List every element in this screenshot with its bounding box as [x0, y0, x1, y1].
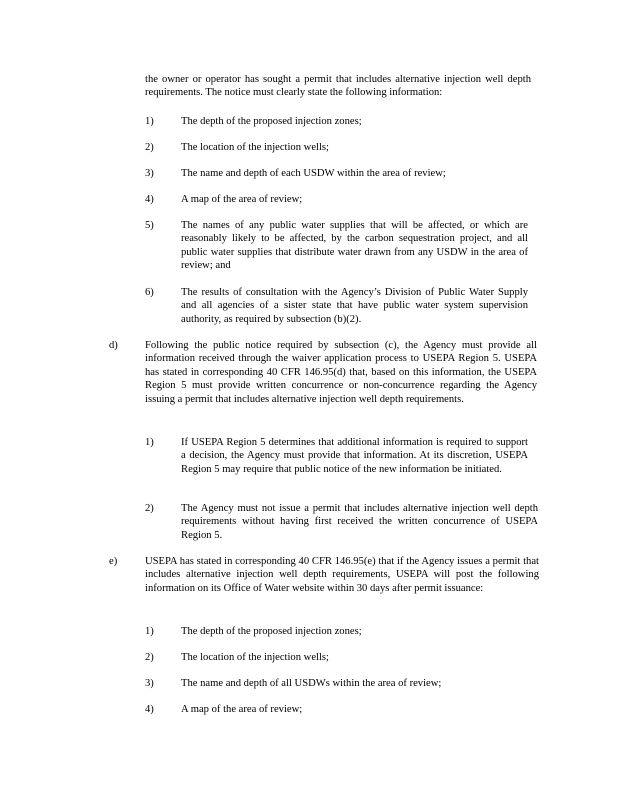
subsection-e-marker: e) [109, 556, 118, 567]
list-item-number: 5) [145, 220, 154, 231]
intro-paragraph: the owner or operator has sought a permit that includes alternative injection well depth requirements. The notice must clearly state the following information: [145, 74, 531, 99]
list-item-text: If USEPA Region 5 determines that additional information is required to support a decision, the Agency must provide that information. At its discretion, USEPA Region 5 may require that public notice of the new information be initiated. [181, 437, 528, 475]
list-item-text: The names of any public water supplies that will be affected, or which are reasonably likely to be affected, by the carbon sequestration project, and all public water supplies that distribute water drawn from any USDW in the area of review; and [181, 220, 528, 272]
list-item-number: 4) [145, 194, 154, 205]
list-item-number: 1) [145, 626, 154, 637]
list-item-text: The depth of the proposed injection zones; [181, 626, 362, 637]
list-item-text: The name and depth of all USDWs within the area of review; [181, 678, 442, 689]
list-item-text: The location of the injection wells; [181, 142, 329, 153]
list-item-text: The results of consultation with the Agency’s Division of Public Water Supply and all agencies of a sister state that have public water system supervision authority, as required by subsection (b)(2). [181, 287, 528, 325]
list-item-number: 2) [145, 503, 154, 514]
subsection-d-marker: d) [109, 340, 118, 351]
list-item-number: 1) [145, 116, 154, 127]
subsection-d-paragraph: Following the public notice required by subsection (c), the Agency must provide all information received through the waiver application process to USEPA Region 5. USEPA has stated in corresponding 40 CFR 146.95(d) that, based on this information, the USEPA Region 5 must provide written concurrence or non-concurrence regarding the Agency issuing a permit that includes alternative injection well depth requirements. [145, 340, 537, 405]
list-item-text: The depth of the proposed injection zones; [181, 116, 362, 127]
list-item-number: 3) [145, 678, 154, 689]
list-item-number: 4) [145, 704, 154, 715]
list-item-number: 6) [145, 287, 154, 298]
list-item-text: The name and depth of each USDW within the area of review; [181, 168, 446, 179]
list-item-number: 3) [145, 168, 154, 179]
list-item-number: 2) [145, 142, 154, 153]
list-item-text: The Agency must not issue a permit that includes alternative injection well depth requirements without having first received the written concurrence of USEPA Region 5. [181, 503, 538, 541]
subsection-e-paragraph: USEPA has stated in corresponding 40 CFR 146.95(e) that if the Agency issues a permit that includes alternative injection well depth requirements, USEPA will post the following information on its Office of Water website within 30 days after permit issuance: [145, 556, 539, 594]
list-item-number: 2) [145, 652, 154, 663]
list-item-number: 1) [145, 437, 154, 448]
list-item-text: The location of the injection wells; [181, 652, 329, 663]
list-item-text: A map of the area of review; [181, 194, 303, 205]
list-item-text: A map of the area of review; [181, 704, 303, 715]
